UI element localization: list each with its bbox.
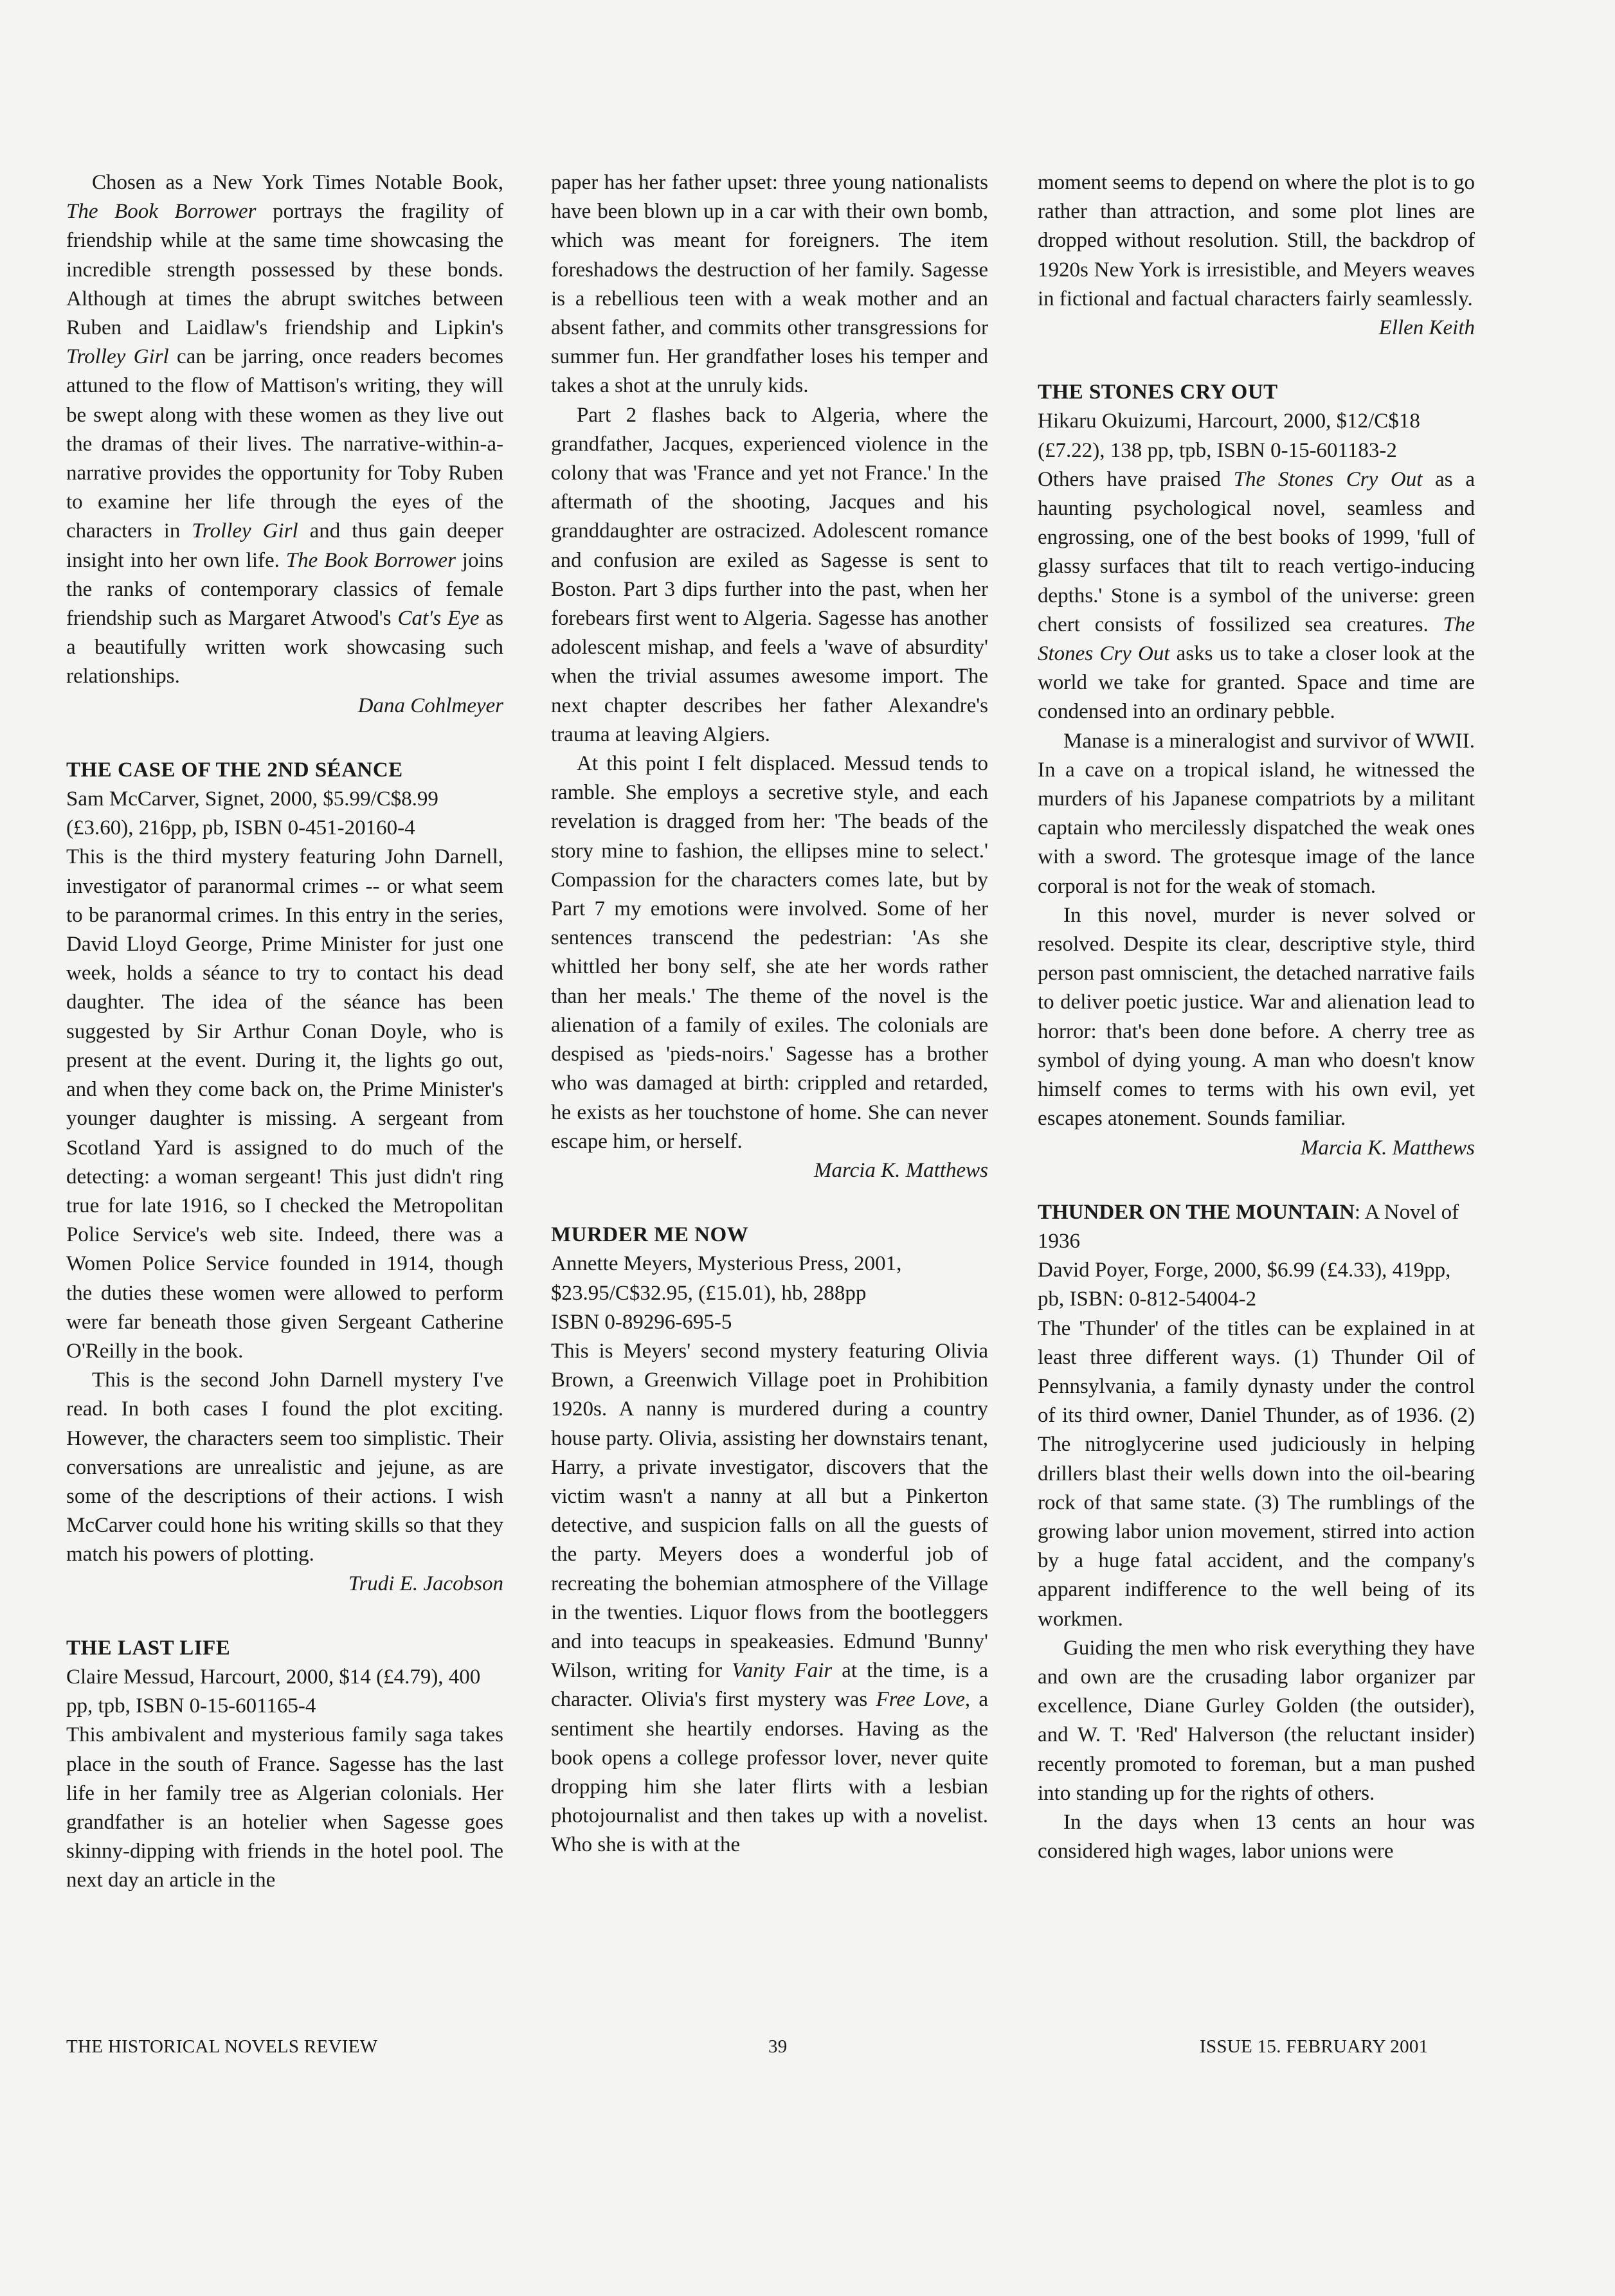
footer-page-number: 39: [768, 2036, 788, 2057]
review-title: MURDER ME NOW: [551, 1223, 749, 1247]
book-details: Hikaru Okuizumi, Harcourt, 2000, $12/C$18 (£7.22), 138 pp, tpb, ISBN 0-15-601183-2: [1038, 409, 1420, 462]
review-paragraph: Chosen as a New York Times Notable Book, The Book Borrower portrays the fragility of friendship while at the same time showcasing the incredible strength possessed by these bonds. Although at times the abrupt switches between Ruben and Laidlaw's friendship and Lipkin's Trolley Girl can be jarring, once readers becomes attuned to the flow of Mattison's writing, they will be swept along with these women as they live out the dramas of their lives. The narrative-within-a-narrative provides the opportunity for Toby Ruben to examine her life through the eyes of the characters in Trolley Girl and thus gain deeper insight into her own life. The Book Borrower joins the ranks of contemporary classics of female friendship such as Margaret Atwood's Cat's Eye as a beautifully written work showcasing such relationships.: [66, 171, 503, 688]
reviewer-signature: Ellen Keith: [1378, 316, 1475, 340]
review-paragraph: In this novel, murder is never solved or resolved. Despite its clear, descriptive style, third person past omniscient, the detached narrative fails to deliver poetic justice. War and alienation lead to horror: that's been done before. A cherry tree as symbol of dying young. A man who doesn't know himself comes to terms with his own evil, yet escapes atonement. Sounds familiar.: [1038, 903, 1475, 1131]
review-title: THE LAST LIFE: [66, 1636, 231, 1660]
column-2: [551, 168, 988, 1860]
review-title: THE CASE OF THE 2ND SÉANCE: [66, 758, 403, 782]
column-3: [1038, 168, 1475, 1866]
book-details: David Poyer, Forge, 2000, $6.99 (£4.33), 419pp, pb, ISBN: 0-812-54004-2: [1038, 1259, 1451, 1311]
footer-issue: ISSUE 15. FEBRUARY 2001: [1200, 2036, 1429, 2057]
book-isbn: ISBN 0-89296-695-5: [551, 1310, 732, 1334]
review-paragraph: This ambivalent and mysterious family saga takes place in the south of France. Sagesse has the last life in her family tree as Algerian colonials. Her grandfather is an hotelier when Sagesse goes skinny-dipping with friends in the hotel pool. The next day an article in the: [66, 1723, 503, 1892]
review-paragraph: Guiding the men who risk everything they have and own are the crusading labor organizer par excellence, Diane Gurley Golden (the outsider), and W. T. 'Red' Halverson (the reluctant insider) recently promoted to foreman, but a man pushed into standing up for the rights of others.: [1038, 1636, 1475, 1805]
review-paragraph: This is the third mystery featuring John Darnell, investigator of paranormal crimes -- or what seem to be paranormal crimes. In this entry in the series, David Lloyd George, Prime Minister for just one week, holds a séance to try to contact his dead daughter. The idea of the séance has been suggested by Sir Arthur Conan Doyle, who is present at the event. During it, the lights go out, and when they come back on, the Prime Minister's younger daughter is missing. A sergeant from Scotland Yard is assigned to do much of the detecting: a woman sergeant! This just didn't ring true for late 1916, so I checked the Metropolitan Police Service's web site. Indeed, there was a Women Police Service founded in 1914, though the duties these women were allowed to perform were far beneath those given Sergeant Catherine O'Reilly in the book.: [66, 845, 503, 1363]
review-paragraph: At this point I felt displaced. Messud tends to ramble. She employs a secretive style, and each revelation is dragged from her: 'The beads of the story mine to fashion, the ellipses mine to select.' Compassion for the characters comes late, but by Part 7 my emotions were involved. Some of her sentences transcend the pedestrian: 'As she whittled her bony self, she ate her words rather than her meals.' The theme of the novel is the alienation of a family of exiles. The colonials are despised as 'pieds-noirs.' Sagesse has a brother who was damaged at birth: crippled and retarded, he exists as her touchstone of home. She can never escape him, or herself.: [551, 752, 988, 1153]
book-details: Claire Messud, Harcourt, 2000, $14 (£4.79), 400 pp, tpb, ISBN 0-15-601165-4: [66, 1665, 481, 1718]
review-paragraph: Others have praised The Stones Cry Out as a haunting psychological novel, seamless and engrossing, one of the best books of 1999, 'full of glassy surfaces that tilt to reach vertigo-inducing depths.' Stone is a symbol of the universe: green chert consists of fossilized sea creatures. The Stones Cry Out asks us to take a closer look at the world we take for granted. Space and time are condensed into an ordinary pebble.: [1038, 467, 1475, 724]
review-paragraph: This is Meyers' second mystery featuring Olivia Brown, a Greenwich Village poet in Prohibition 1920s. A nanny is murdered during a country house party. Olivia, assisting her downstairs tenant, Harry, a private investigator, discovers that the victim wasn't a nanny at all but a Pinkerton detective, and suspicion falls on all the guests of the party. Meyers does a wonderful job of recreating the bohemian atmosphere of the Village in the twenties. Liquor flows from the bootleggers and into teacups in speakeasies. Edmund 'Bunny' Wilson, writing for Vanity Fair at the time, is a character. Olivia's first mystery was Free Love, a sentiment she heartily endorses. Having as the book opens a college professor lover, never quite dropping him she later flirts with a lesbian photojournalist and then takes up with a novelist. Who she is with at the: [551, 1339, 988, 1857]
review-paragraph: Part 2 flashes back to Algeria, where the grandfather, Jacques, experienced violence in the colony that was 'France and yet not France.' In the aftermath of the shooting, Jacques and his granddaughter are ostracized. Adolescent romance and confusion are exiled as Sagesse is sent to Boston. Part 3 dips further into the past, when her forebears first went to Algeria. Sagesse has another adolescent mishap, and feels a 'wave of absurdity' when the trivial assumes awesome import. The next chapter describes her father Alexandre's trauma at leaving Algiers.: [551, 403, 988, 746]
book-details: Annette Meyers, Mysterious Press, 2001, $23.95/C$32.95, (£15.01), hb, 288pp: [551, 1252, 902, 1305]
review-paragraph: This is the second John Darnell mystery I've read. In both cases I found the plot exciting. However, the characters seem too simplistic. Their conversations are unrealistic and jejune, as are some of the descriptions of their actions. I wish McCarver could hone his writing skills so that they match his powers of plotting.: [66, 1368, 503, 1566]
column-1: [66, 168, 503, 1896]
footer-publication: THE HISTORICAL NOVELS REVIEW: [66, 2036, 378, 2057]
review-title-line: [1038, 1198, 1475, 1256]
review-title: THUNDER ON THE MOUNTAIN: [1038, 1200, 1355, 1224]
review-title: THE STONES CRY OUT: [1038, 381, 1278, 404]
review-subtitle: : A Novel of 1936: [1038, 1200, 1459, 1253]
reviewer-signature: Marcia K. Matthews: [1300, 1136, 1475, 1160]
book-details: Sam McCarver, Signet, 2000, $5.99/C$8.99 (£3.60), 216pp, pb, ISBN 0-451-20160-4: [66, 787, 438, 840]
reviewer-signature: Trudi E. Jacobson: [348, 1572, 503, 1595]
reviewer-signature: Marcia K. Matthews: [813, 1158, 988, 1182]
review-paragraph: Manase is a mineralogist and survivor of WWII. In a cave on a tropical island, he witnessed the murders of his Japanese compatriots by a militant captain who mercilessly dispatched the weak ones with a sword. The grotesque image of the lance corporal is not for the weak of stomach.: [1038, 729, 1475, 898]
review-paragraph: moment seems to depend on where the plot is to go rather than attraction, and some plot lines are dropped without resolution. Still, the backdrop of 1920s New York is irresistible, and Meyers weaves in fictional and factual characters fairly seamlessly.: [1038, 171, 1475, 310]
reviewer-signature: Dana Cohlmeyer: [357, 694, 503, 717]
review-paragraph: paper has her father upset: three young nationalists have been blown up in a car with their own bomb, which was meant for foreigners. The item foreshadows the destruction of her family. Sagesse is a rebellious teen with a weak mother and an absent father, and commits other transgressions for summer fun. Her grandfather loses his temper and takes a shot at the unruly kids.: [551, 171, 988, 398]
review-paragraph: The 'Thunder' of the titles can be explained in at least three different ways. (1) Thunder Oil of Pennsylvania, a family dynasty under the control of its third owner, Daniel Thunder, as of 1936. (2) The nitroglycerine used judiciously in helping drillers blast their wells down into the oil-bearing rock of that same state. (3) The rumblings of the growing labor union movement, stirred into action by a huge fatal accident, and the company's apparent indifference to the well being of its workmen.: [1038, 1316, 1475, 1631]
review-paragraph: In the days when 13 cents an hour was considered high wages, labor unions were: [1038, 1810, 1475, 1863]
